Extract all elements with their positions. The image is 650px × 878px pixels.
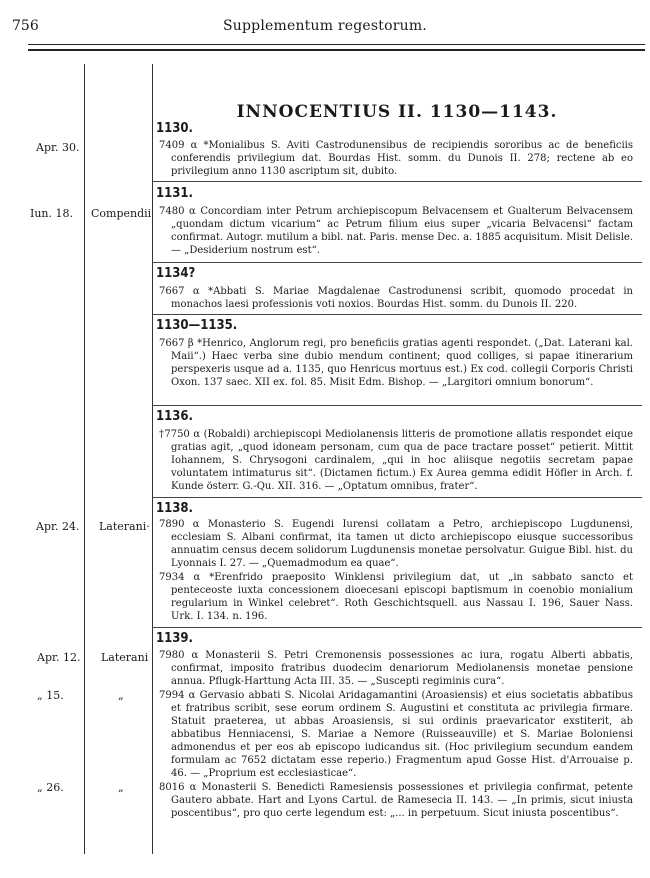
margin-place: Laterani [101, 651, 149, 664]
entry-text: 7890 α Monasterio S. Eugendi Iurensi collatam a Petro, archiepiscopo Lugdunensi, ecclesiam S. Albani confirmat, ita tamen ut dicto archiepiscopo eiusque successoribus annuatim census decem solidorum Lugdunensis monetae persolvatur. Guigue Bibl. hist. du Lyonnais I. 27. — „Quemadmodum ea quae“. [159, 519, 633, 569]
margin-date: „ 26. [37, 781, 64, 794]
page-title: INNOCENTIUS II. 1130—1143. [236, 102, 558, 122]
margin-place: „ [118, 689, 124, 702]
year-heading: 1136. [156, 409, 193, 424]
entry-7409 [159, 139, 633, 178]
entry-text: 7667 α *Abbati S. Mariae Magdalenae Castrodunensi scribit, quomodo procedat in monachos laesi professionis voti noxios. Bourdas Hist. somm. du Dunois II. 220. [159, 286, 633, 310]
section-rule [152, 262, 642, 263]
margin-date: Apr. 24. [36, 520, 80, 533]
page-number: 756 [12, 18, 39, 34]
year-heading: 1134? [156, 266, 196, 281]
entry-text: †7750 α (Robaldi) archiepiscopi Mediolanensis litteris de promotione allatis respondet eique gratias agit, „quod idoneam personam, cum qua de pace tractare posset“ petierit. Mittit Iohannem, S. Chrysogoni cardinalem, „qui in hoc aliisque negotiis secretam papae voluntatem intimaturus sit“. (Dictamen fictum.) Ex Aurea gemma edidit Höfler in Arch. f. Kunde österr. G.-Qu. XII. 316. — „Optatum omnibus, frater“. [159, 429, 633, 492]
margin-date: Apr. 12. [37, 651, 81, 664]
section-rule [152, 405, 642, 406]
header-rule-thick [28, 49, 645, 51]
margin-place: „ [118, 781, 124, 794]
entry-7667b [159, 337, 633, 389]
entry-text: 7667 β *Henrico, Anglorum regi, pro beneficiis gratias agenti respondet. („Dat. Laterani kal. Maii“.) Haec verba sine dubio mendum continent; quod colliges, si papae itinerarium perspexeris usque ad a. 1135, quo Henricus mortuus est.) Ex cod. collegii Corporis Christi Oxon. 137 saec. XII ex. fol. 85. Misit Edm. Bishop. — „Largitori omnium bonorum“. [159, 338, 633, 388]
section-rule [152, 627, 642, 628]
running-title: Supplementum regestorum. [223, 18, 427, 34]
entry-7890 [159, 518, 633, 570]
section-rule [152, 497, 642, 498]
column-divider-date [84, 64, 85, 854]
entry-7667a [159, 285, 633, 311]
year-heading: 1139. [156, 631, 193, 646]
entry-7934 [159, 571, 633, 623]
entry-text: 7409 α *Monialibus S. Aviti Castrodunensibus de recipiendis sororibus ac de beneficiis conferendis privilegium dat. Bourdas Hist. somm. du Dunois II. 278; rectene ab eo privilegium anno 1130 ascriptum sit, dubito. [159, 140, 633, 177]
margin-date: „ 15. [37, 689, 64, 702]
margin-date: Iun. 18. [30, 207, 74, 220]
entry-8016 [159, 781, 633, 820]
margin-place: Laterani· [99, 520, 150, 533]
entry-text: 7934 α *Erenfrido praeposito Winklensi privilegium dat, ut „in sabbato sancto et penteceoste iuxta concessionem dioecesani episcopi baptismum in coenobio monialium regularium in Winkel celebret“. Roth Geschichtsquell. aus Nassau I. 196, Sauer Nass. Urk. I. 134. n. 196. [159, 572, 633, 622]
year-heading: 1131. [156, 186, 193, 201]
header-rule [28, 44, 645, 45]
entry-text: 8016 α Monasterii S. Benedicti Ramesiensis possessiones et privilegia confirmat, petente Gautero abbate. Hart and Lyons Cartul. de Ramesecia II. 143. — „In primis, sicut iniusta poscentibus“, pro quo certe legendum est: „... in perpetuum. Sicut iniusta poscentibus“. [159, 782, 633, 819]
entry-text: 7980 α Monasterii S. Petri Cremonensis possessiones ac iura, rogatu Alberti abbatis, confirmat, imposito fratribus duodecim denariorum Mediolanensis monetae pensione annua. Pflugk-Harttung Acta III. 35. — „Suscepti regiminis cura“. [159, 650, 633, 687]
year-heading: 1130. [156, 121, 193, 136]
year-heading: 1130—1135. [156, 318, 238, 333]
entry-7480 [159, 205, 633, 257]
margin-place: Compendii [91, 207, 152, 220]
entry-7980 [159, 649, 633, 688]
margin-date: Apr. 30. [36, 141, 80, 154]
entry-text: 7994 α Gervasio abbati S. Nicolai Aridagamantini (Aroasiensis) et eius societatis abbatibus et fratribus scribit, sese eorum ordinem S. Augustini et constituta ac privilegia firmare. Statuit praeterea, ut abbas Aroasiensis, si sui ordinis praevaricator exstiterit, ab abbatibus Henniacensi, S. Mariae a Nemore (Ruisseauville) et S. Mariae Boloniensi admonendus et per eos ab episcopo iudicandus sit. (Hoc privilegium secundum eandem formulam ac 7652 dictatam esse reperio.) Fragmentum apud Gosse Hist. d'Arrouaise p. 46. — „Proprium est ecclesiasticae“. [159, 690, 633, 779]
section-rule [152, 314, 642, 315]
year-heading: 1138. [156, 501, 193, 516]
entry-7750 [159, 428, 633, 493]
entry-7994 [159, 689, 633, 780]
entry-text: 7480 α Concordiam inter Petrum archiepiscopum Belvacensem et Gualterum Belvacensem „quondam dictum vicarium“ ac Petrum filium eius super „vicaria Belvacensi“ factam confirmat. Autogr. mutilum a bibl. nat. Paris. mense Dec. a. 1885 acquisitum. Misit Delisle. — „Desiderium nostrum est“. [159, 206, 633, 256]
section-rule [152, 181, 642, 182]
column-divider-place [152, 64, 153, 854]
